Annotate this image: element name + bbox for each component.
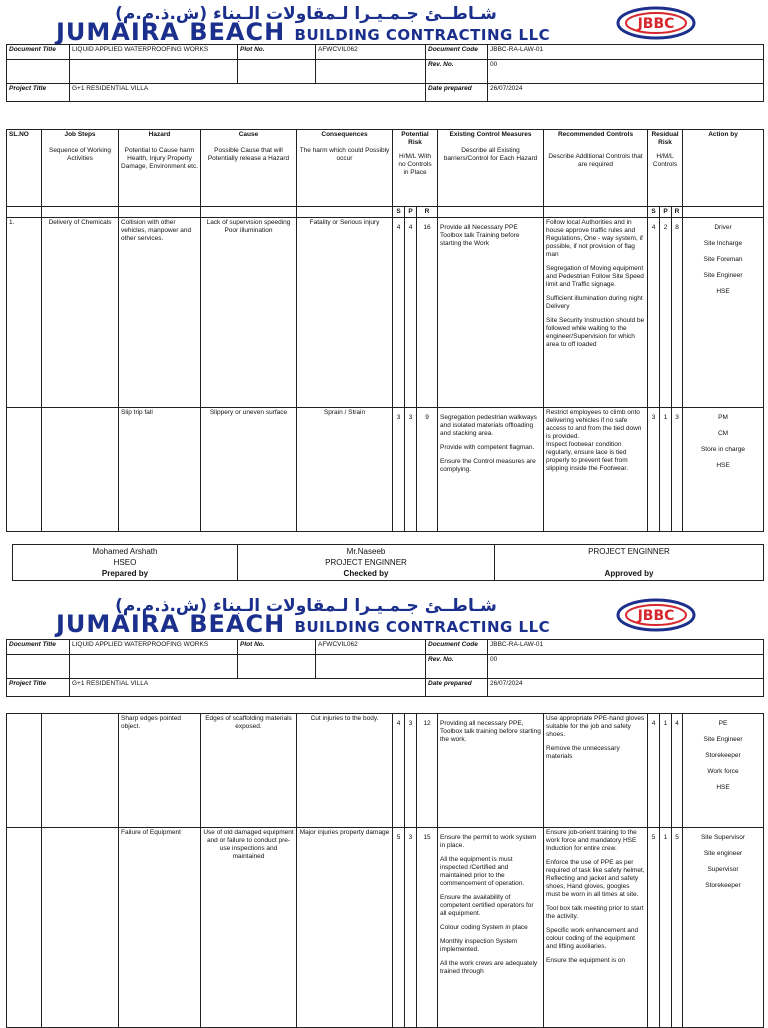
row-residual-rp: 1: [660, 408, 672, 532]
col-p: P: [405, 207, 417, 218]
row-recommended-controls-item: Follow local Authorities and in house approve traffic rules and Regulations, One - way system, if possible, if not provision of flag man: [546, 219, 643, 258]
row-risk-s: 5: [393, 828, 405, 1028]
row-residual-rs: 3: [648, 408, 660, 532]
row-residual-rs: 4: [648, 714, 660, 828]
plot-no-value: AFWCVIL062: [316, 45, 426, 60]
project-title-value: G+1 RESIDENTIAL VILLA: [70, 84, 426, 102]
prepared-by-cell: [13, 545, 238, 581]
project-title-label-p2: Project Title: [7, 679, 70, 697]
row-risk-p: 4: [405, 218, 417, 408]
col-hazard-title: Hazard: [148, 131, 171, 138]
row-residual-rs: 5: [648, 828, 660, 1028]
row-risk-p: 3: [405, 408, 417, 532]
company-logo-icon-page2: [616, 598, 696, 632]
company-english-name-page2: [56, 610, 550, 638]
prepared-label: Prepared by: [101, 569, 149, 578]
col-residual-r: R: [672, 207, 683, 218]
row-slno: 1.: [7, 218, 42, 408]
table-row: [7, 714, 764, 828]
row-job-step: [42, 408, 119, 532]
col-cause-title: Cause: [238, 131, 259, 138]
plot-no-label-p2: Plot No.: [238, 640, 316, 655]
risk-assessment-table-page1: [6, 129, 764, 532]
row-job-step: [42, 828, 119, 1028]
col-recommended-sub: Describe Additional Controls that are required: [548, 153, 643, 168]
company-name-big-page2: JUMAIRA BEACH: [56, 610, 286, 638]
approved-label: Approved by: [604, 569, 654, 578]
col-job-steps-sub: Sequence of Working Activities: [48, 147, 112, 162]
row-recommended-controls-item: Sufficient illumination during night Delivery: [546, 295, 643, 310]
row-residual-rp: 2: [660, 218, 672, 408]
col-residual-s: S: [648, 207, 660, 218]
row-hazard: Slip trip fall: [119, 408, 201, 532]
prepared-name: Mohamed Arshath: [92, 547, 158, 556]
row-action-by-item: HSE: [716, 288, 730, 295]
table-row: [7, 828, 764, 1028]
row-hazard: Sharp edges pointed object.: [119, 714, 201, 828]
col-job-steps: [42, 130, 119, 207]
row-cause: Slippery or uneven surface: [201, 408, 297, 532]
row-action-by-item: Site engineer: [703, 850, 743, 857]
company-name-small: BUILDING CONTRACTING LLC: [294, 26, 551, 44]
document-header-table-page2: [6, 639, 764, 697]
company-english-name: [56, 18, 550, 46]
row-action-by-item: CM: [717, 430, 729, 437]
row-existing-controls-item: Colour coding System in place: [440, 924, 528, 931]
rev-no-label: Rev. No.: [426, 60, 488, 84]
col-existing-sub: Describe all Existing barriers/Control for Each Hazard: [443, 147, 538, 162]
col-potential-risk: [393, 130, 438, 207]
col-consequences: [297, 130, 393, 207]
row-consequence: Sprain / Strain: [297, 408, 393, 532]
row-risk-r: 9: [417, 408, 438, 532]
row-action-by-item: Site Incharge: [703, 240, 743, 247]
row-existing-controls: [438, 218, 544, 408]
row-action-by: [683, 218, 764, 408]
document-title-label-p2: Document Title: [7, 640, 70, 655]
row-action-by-item: HSE: [716, 462, 730, 469]
checked-label: Checked by: [343, 569, 389, 578]
row-action-by-item: HSE: [716, 784, 730, 791]
col-s: S: [393, 207, 405, 218]
col-consequences-title: Consequences: [321, 131, 368, 138]
project-title-value-p2: G+1 RESIDENTIAL VILLA: [70, 679, 426, 697]
row-action-by-item: Supervisor: [707, 866, 739, 873]
row-residual-rr: 8: [672, 218, 683, 408]
row-action-by-item: Store in charge: [700, 446, 746, 453]
row-existing-controls-item: Monthly inspection System implemented.: [440, 938, 518, 953]
row-action-by-item: Storekeeper: [705, 882, 741, 889]
rev-no-label-p2: Rev. No.: [426, 655, 488, 679]
col-existing-title: Existing Control Measures: [449, 131, 532, 138]
col-residual-risk: [648, 130, 683, 207]
row-job-step: [42, 714, 119, 828]
row-action-by-item: Storekeeper: [705, 752, 741, 759]
col-potential-risk-sub: H/M/L With no Controls in Place: [398, 153, 432, 176]
table-row: [7, 218, 764, 408]
row-action-by-item: Work force: [707, 768, 739, 775]
date-prepared-value: 26/07/2024: [488, 84, 764, 102]
row-recommended-controls: [544, 408, 648, 532]
row-existing-controls-item: Ensure the availability of competent certified operators for all equipment.: [440, 894, 534, 917]
checked-name: Mr.Naseeb: [346, 547, 386, 556]
plot-no-label: Plot No.: [238, 45, 316, 60]
row-existing-controls-item: Providing all necessary PPE, Toolbox talk training before starting the work.: [440, 720, 541, 743]
col-slno: SL.NO: [7, 130, 42, 207]
col-residual-risk-sub: H/M/L Controls: [652, 153, 678, 168]
row-consequence: Major injuries property damage: [297, 828, 393, 1028]
row-recommended-controls-item: Ensure the equipment is on: [546, 957, 626, 964]
col-residual-risk-title: Residual Risk: [651, 131, 679, 146]
date-prepared-label-p2: Date prepared: [426, 679, 488, 697]
prepared-role: HSEO: [113, 558, 137, 567]
checked-by-cell: [238, 545, 495, 581]
row-risk-s: 4: [393, 218, 405, 408]
row-action-by-item: Driver: [714, 224, 732, 231]
row-existing-controls-item: Provide all Necessary PPE Toolbox talk Training before starting the Work: [440, 224, 520, 247]
approved-role: PROJECT ENGINNER: [588, 547, 670, 556]
row-recommended-controls-item: Site Security Instruction should be followed while waiting to the engineer/Supervision for which area to off loaded: [546, 317, 645, 348]
page2-rows: [7, 714, 764, 1028]
row-recommended-controls-item: Enforce the use of PPE as per required of task like safety helmet, Reflecting and jacket and safety shoes, Hand gloves, googles must be worn in all times at site.: [546, 859, 645, 898]
col-hazard-sub: Potential to Cause harm Health, Injury Property Damage, Environment etc.: [121, 147, 198, 170]
company-letterhead-page2: [0, 596, 768, 638]
row-action-by-item: Site Engineer: [703, 736, 743, 743]
row-action-by-item: Site Engineer: [703, 272, 743, 279]
row-residual-rp: 1: [660, 714, 672, 828]
company-letterhead: [0, 4, 768, 46]
row-action-by: [683, 408, 764, 532]
row-existing-controls: [438, 408, 544, 532]
svg-text:JBBC: JBBC: [637, 608, 675, 624]
row-hazard: Collision with other vehicles, manpower and other services.: [119, 218, 201, 408]
row-risk-s: 4: [393, 714, 405, 828]
row-recommended-controls-item: Use appropriate PPE-hand gloves suitable for the job and safety shoes.: [546, 715, 645, 738]
row-recommended-controls-item: Specific work enhancement and colour coding of the equipment and lifting auxiliaries.: [546, 927, 639, 950]
col-existing: [438, 130, 544, 207]
row-recommended-controls-item: Tool box talk meeting prior to start the activity.: [546, 905, 644, 920]
document-code-label-p2: Document Code: [426, 640, 488, 655]
row-existing-controls: [438, 828, 544, 1028]
rev-no-value: 00: [488, 60, 764, 84]
row-cause: Use of old damaged equipment and or failure to conduct pre-use inspections and maintained: [201, 828, 297, 1028]
row-risk-p: 3: [405, 714, 417, 828]
row-recommended-controls-item: Remove the unnecessary materials: [546, 745, 620, 760]
row-job-step: Delivery of Chemicals: [42, 218, 119, 408]
row-residual-rr: 3: [672, 408, 683, 532]
row-existing-controls-item: All the work crews are adequately trained through: [440, 960, 538, 975]
col-potential-risk-title: Potential Risk: [401, 131, 429, 146]
row-existing-controls-item: Provide with competent flagman.: [440, 444, 535, 451]
row-slno: [7, 408, 42, 532]
row-action-by: [683, 714, 764, 828]
row-hazard: Failure of Equipment: [119, 828, 201, 1028]
col-recommended: [544, 130, 648, 207]
row-residual-rr: 4: [672, 714, 683, 828]
signature-table: [12, 544, 764, 581]
date-prepared-label: Date prepared: [426, 84, 488, 102]
row-residual-rr: 5: [672, 828, 683, 1028]
document-header-table: [6, 44, 764, 102]
company-arabic-name-page2: شـاطــئ جـمـيـرا لـمقاولات الـبناء (ش.ذ.م.م): [115, 596, 497, 616]
col-recommended-title: Recommended Controls: [557, 131, 634, 138]
row-cause: Edges of scaffolding materials exposed.: [201, 714, 297, 828]
row-existing-controls: [438, 714, 544, 828]
row-recommended-controls: [544, 828, 648, 1028]
col-hazard: [119, 130, 201, 207]
company-arabic-name: شـاطــئ جـمـيـرا لـمقاولات الـبناء (ش.ذ.م.م): [115, 4, 497, 24]
row-existing-controls-item: Segregation pedestrian walkways and isolated materials offloading and stacking area.: [440, 414, 537, 437]
row-recommended-controls-item: Ensure job-orient training to the work force and mandatory HSE Induction for entire crew.: [546, 829, 637, 852]
plot-no-value-p2: AFWCVIL062: [316, 640, 426, 655]
row-risk-r: 15: [417, 828, 438, 1028]
row-recommended-controls: [544, 218, 648, 408]
document-code-label: Document Code: [426, 45, 488, 60]
row-consequence: Cut injuries to the body.: [297, 714, 393, 828]
row-residual-rs: 4: [648, 218, 660, 408]
checked-role: PROJECT ENGINNER: [325, 558, 407, 567]
col-job-steps-title: Job Steps: [64, 131, 96, 138]
row-action-by-item: PE: [718, 720, 728, 727]
col-action-by: Action by: [683, 130, 764, 207]
row-action-by-item: PM: [718, 414, 728, 421]
row-slno: [7, 714, 42, 828]
col-cause-sub: Possible Cause that will Potentially release a Hazard: [207, 147, 290, 162]
svg-text:JBBC: JBBC: [637, 16, 675, 32]
risk-assessment-table-page2: [6, 713, 764, 1028]
row-risk-s: 3: [393, 408, 405, 532]
row-existing-controls-item: Ensure the Control measures are complying.: [440, 458, 536, 473]
col-residual-p: P: [660, 207, 672, 218]
col-r: R: [417, 207, 438, 218]
col-cause: [201, 130, 297, 207]
document-title-label: Document Title: [7, 45, 70, 60]
row-action-by-item: Site Supervisor: [700, 834, 746, 841]
project-title-label: Project Title: [7, 84, 70, 102]
company-name-small-page2: BUILDING CONTRACTING LLC: [294, 618, 551, 636]
document-title-value: LIQUID APPLIED WATERPROOFING WORKS: [70, 45, 238, 60]
row-recommended-controls: [544, 714, 648, 828]
col-consequences-sub: The harm which could Possibly occur: [299, 147, 390, 162]
date-prepared-value-p2: 26/07/2024: [488, 679, 764, 697]
row-existing-controls-item: All the equipment is must inspected /Certified and maintained prior to the commencement of operation.: [440, 856, 525, 887]
company-name-big: JUMAIRA BEACH: [56, 18, 286, 46]
row-risk-r: 16: [417, 218, 438, 408]
row-risk-p: 3: [405, 828, 417, 1028]
document-code-value-p2: JBBC-RA-LAW-01: [488, 640, 764, 655]
row-cause: Lack of supervision speeding Poor illumination: [201, 218, 297, 408]
approved-by-cell: [495, 545, 764, 581]
row-recommended-controls-item: Restrict employees to climb onto delivering vehicles if no safe access to and from the tied down is provided. Inspect footwear condition regularly, ensure lace is tied properly to prevent feet from slipping inside the Footwear.: [546, 409, 642, 472]
document-title-value-p2: LIQUID APPLIED WATERPROOFING WORKS: [70, 640, 238, 655]
row-existing-controls-item: Ensure the permit to work system in place.: [440, 834, 537, 849]
rev-no-value-p2: 00: [488, 655, 764, 679]
table-row: [7, 408, 764, 532]
row-action-by: [683, 828, 764, 1028]
row-risk-r: 12: [417, 714, 438, 828]
row-slno: [7, 828, 42, 1028]
document-code-value: JBBC-RA-LAW-01: [488, 45, 764, 60]
row-residual-rp: 1: [660, 828, 672, 1028]
row-consequence: Fatality or Serious injury: [297, 218, 393, 408]
row-recommended-controls-item: Segregation of Moving equipment and Pedestrian Follow Site Speed limit and Traffic signage.: [546, 265, 644, 288]
page1-rows: [7, 218, 764, 532]
row-action-by-item: Site Foreman: [703, 256, 743, 263]
company-logo-icon: [616, 6, 696, 40]
